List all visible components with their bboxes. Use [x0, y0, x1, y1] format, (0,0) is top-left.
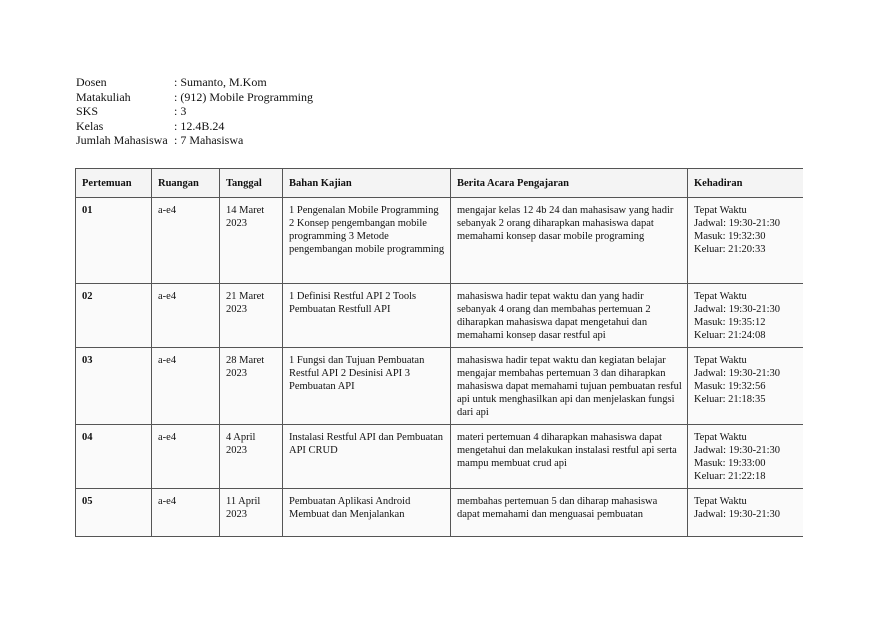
- cell-bahan-kajian: Instalasi Restful API dan Pembuatan API CRUD: [283, 425, 451, 489]
- cell-berita-acara: mahasiswa hadir tepat waktu dan kegiatan belajar mengajar membahas pertemuan 3 dan diharapkan mahasiswa dapat memahami tujuan pembuatan resful api untuk menghasilkan api dan menjelaskan fungsi dari api: [451, 348, 688, 425]
- kehadiran-status: Tepat Waktu: [694, 291, 747, 302]
- cell-berita-acara: materi pertemuan 4 diharapkan mahasiswa dapat mengetahui dan melakukan instalasi restful api serta mampu membuat crud api: [451, 425, 688, 489]
- cell-bahan-kajian: 1 Pengenalan Mobile Programming 2 Konsep pengembangan mobile programming 3 Metode pengembangan mobile programming: [283, 198, 451, 284]
- kehadiran-keluar: Keluar: 21:18:35: [694, 394, 766, 405]
- kehadiran-jadwal: Jadwal: 19:30-21:30: [694, 445, 781, 456]
- cell-tanggal: 21 Maret 2023: [220, 284, 283, 348]
- info-value: : Sumanto, M.Kom: [174, 75, 267, 89]
- cell-kehadiran: [688, 489, 804, 538]
- schedule-table: [75, 168, 803, 537]
- cell-ruangan: a-e4: [152, 425, 220, 489]
- kehadiran-masuk: Masuk: 19:33:00: [694, 458, 766, 469]
- header-berita-acara: Berita Acara Pengajaran: [451, 169, 688, 198]
- info-row-sks: [76, 104, 313, 119]
- cell-pertemuan: 05: [76, 489, 152, 538]
- cell-berita-acara: membahas pertemuan 5 dan diharap mahasiswa dapat memahami dan menguasai pembuatan: [451, 489, 688, 538]
- header-ruangan: Ruangan: [152, 169, 220, 198]
- info-value: : 12.4B.24: [174, 118, 225, 133]
- info-value: : 7 Mahasiswa: [174, 133, 244, 147]
- cell-tanggal: 4 April 2023: [220, 425, 283, 489]
- table-row: [76, 284, 804, 348]
- info-label: SKS: [76, 104, 99, 118]
- cell-pertemuan: 04: [76, 425, 152, 489]
- cell-bahan-kajian: 1 Fungsi dan Tujuan Pembuatan Restful API 2 Desinisi API 3 Pembuatan API: [283, 348, 451, 425]
- header-tanggal: Tanggal: [220, 169, 283, 198]
- cell-ruangan: a-e4: [152, 198, 220, 284]
- table-row: [76, 348, 804, 425]
- cell-kehadiran: [688, 284, 804, 348]
- info-row-jumlah-mahasiswa: [76, 133, 313, 148]
- cell-berita-acara: mengajar kelas 12 4b 24 dan mahasisaw yang hadir sebanyak 2 orang diharapkan mahasiswa dapat memahami konsep dasar mobile programing: [451, 198, 688, 284]
- cell-tanggal: 28 Maret 2023: [220, 348, 283, 425]
- info-value: : (912) Mobile Programming: [174, 89, 313, 104]
- kehadiran-jadwal: Jadwal: 19:30-21:30: [694, 509, 781, 520]
- cell-berita-acara: mahasiswa hadir tepat waktu dan yang hadir sebanyak 4 orang dan membahas pertemuan 2 diharapkan mahasiswa dapat mengetahui dan memahami konsep dasar restful api: [451, 284, 688, 348]
- cell-bahan-kajian: Pembuatan Aplikasi Android Membuat dan Menjalankan: [283, 489, 451, 538]
- cell-kehadiran: [688, 348, 804, 425]
- kehadiran-status: Tepat Waktu: [694, 205, 747, 216]
- table-row: [76, 198, 804, 284]
- info-label: Jumlah Mahasiswa: [76, 133, 168, 147]
- info-label: Dosen: [76, 75, 107, 89]
- header-pertemuan: Pertemuan: [76, 169, 152, 198]
- header-bahan-kajian: Bahan Kajian: [283, 169, 451, 198]
- cell-pertemuan: 03: [76, 348, 152, 425]
- info-row-dosen: [76, 75, 313, 90]
- cell-kehadiran: [688, 198, 804, 284]
- info-label: Matakuliah: [76, 89, 131, 104]
- kehadiran-jadwal: Jadwal: 19:30-21:30: [694, 218, 781, 229]
- kehadiran-status: Tepat Waktu: [694, 496, 747, 507]
- table-row: [76, 425, 804, 489]
- cell-ruangan: a-e4: [152, 284, 220, 348]
- course-info: [76, 75, 313, 148]
- kehadiran-keluar: Keluar: 21:24:08: [694, 330, 766, 341]
- cell-kehadiran: [688, 425, 804, 489]
- info-row-matakuliah: [76, 90, 313, 105]
- kehadiran-keluar: Keluar: 21:22:18: [694, 471, 766, 482]
- cell-ruangan: a-e4: [152, 348, 220, 425]
- table-row: [76, 489, 804, 538]
- table-header-row: [76, 169, 804, 198]
- info-label: Kelas: [76, 118, 104, 133]
- cell-pertemuan: 02: [76, 284, 152, 348]
- cell-tanggal: 14 Maret 2023: [220, 198, 283, 284]
- info-row-kelas: [76, 119, 313, 134]
- schedule-table-container: [75, 168, 803, 537]
- kehadiran-masuk: Masuk: 19:35:12: [694, 317, 766, 328]
- info-value: : 3: [174, 104, 187, 118]
- cell-bahan-kajian: 1 Definisi Restful API 2 Tools Pembuatan Restfull API: [283, 284, 451, 348]
- kehadiran-status: Tepat Waktu: [694, 432, 747, 443]
- cell-tanggal: 11 April 2023: [220, 489, 283, 538]
- kehadiran-jadwal: Jadwal: 19:30-21:30: [694, 368, 781, 379]
- kehadiran-status: Tepat Waktu: [694, 355, 747, 366]
- cell-pertemuan: 01: [76, 198, 152, 284]
- kehadiran-jadwal: Jadwal: 19:30-21:30: [694, 304, 781, 315]
- kehadiran-keluar: Keluar: 21:20:33: [694, 244, 766, 255]
- kehadiran-masuk: Masuk: 19:32:30: [694, 231, 766, 242]
- header-kehadiran: Kehadiran: [688, 169, 804, 198]
- cell-ruangan: a-e4: [152, 489, 220, 538]
- kehadiran-masuk: Masuk: 19:32:56: [694, 381, 766, 392]
